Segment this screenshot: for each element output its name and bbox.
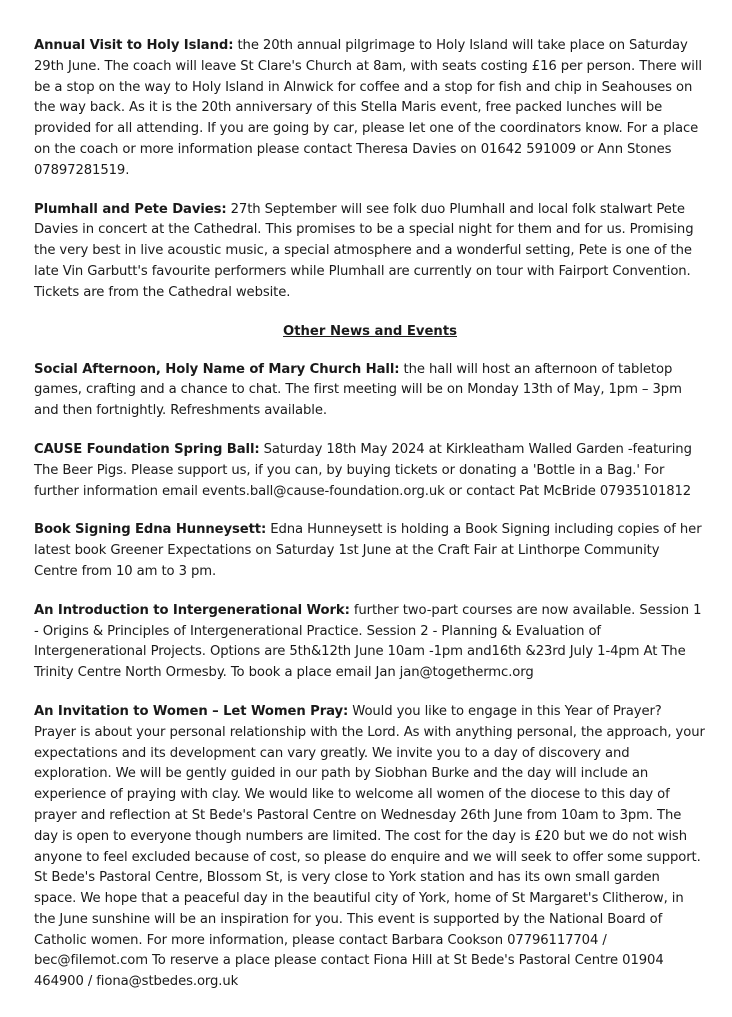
notice-holy-island bbox=[34, 36, 706, 182]
notice-social-afternoon bbox=[34, 360, 706, 422]
notice-plumhall bbox=[34, 200, 706, 304]
notice-book-signing bbox=[34, 520, 706, 582]
notice-body: 27th September will see folk duo Plumhall and local folk stalwart Pete Davies in concert at the Cathedral. This promises to be a special night for them and for us. Promising the very best in live acoustic music, a special atmosphere and a wonderful setting, Pete is one of the late Vin Garbutt's favourite performers while Plumhall are currently on tour with Fairport Convention. Tickets are from the Cathedral website. bbox=[34, 201, 694, 300]
notice-body: Saturday 18th May 2024 at Kirkleatham Walled Garden -featuring The Beer Pigs. Please support us, if you can, by buying tickets or donating a 'Bottle in a Bag.' For further information email events.ball@cause-foundation.org.uk or contact Pat McBride 07935101812 bbox=[34, 441, 692, 499]
notice-heading: Plumhall and Pete Davies: bbox=[34, 201, 227, 217]
section-heading: Other News and Events bbox=[283, 323, 457, 339]
notice-body: the 20th annual pilgrimage to Holy Island will take place on Saturday 29th June. The coach will leave St Clare's Church at 8am, with seats costing £16 per person. There will be a stop on the way to Holy Island in Alnwick for coffee and a stop for fish and chip in Seahouses on the way back. As it is the 20th anniversary of this Stella Maris event, free packed lunches will be provided for all attending. If you are going by car, please let one of the coordinators know. For a place on the coach or more information please contact Theresa Davies on 01642 591009 or Ann Stones 07897281519. bbox=[34, 38, 702, 178]
notice-body: the hall will host an afternoon of tabletop games, crafting and a chance to chat. The first meeting will be on Monday 13th of May, 1pm – 3pm and then fortnightly. Refreshments available. bbox=[34, 361, 682, 419]
notice-body: Edna Hunneysett is holding a Book Signing including copies of her latest book Greener Expectations on Saturday 1st June at the Craft Fair at Linthorpe Community Centre from 10 am to 3 pm. bbox=[34, 522, 702, 579]
notice-heading: CAUSE Foundation Spring Ball: bbox=[34, 441, 260, 457]
notice-heading: An Introduction to Intergenerational Work: bbox=[34, 602, 350, 618]
notice-heading: Book Signing Edna Hunneysett: bbox=[34, 522, 267, 538]
notice-body: further two-part courses are now available. Session 1 - Origins & Principles of Intergenerational Practice. Session 2 - Planning & Evaluation of Intergenerational Projects. Options are 5th&12th June 10am -1pm and16th &23rd July 1-4pm At The Trinity Centre North Ormesby. To book a place email Jan jan@togethermc.org bbox=[34, 602, 702, 681]
notice-body-continued: St Bede's Pastoral Centre, Blossom St, is very close to York station and has its own small garden space. We hope that a peaceful day in the beautiful city of York, home of St Margaret's Clitherow, in the June sunshine will be an inspiration for you. This event is supported by the National Board of Catholic women. For more information, please contact Barbara Cookson 07796117704 / bec@filemot.com To reserve a place please contact Fiona Hill at St Bede's Pastoral Centre 01904 464900 / fiona@stbedes.org.uk bbox=[34, 870, 684, 990]
notice-cause-ball bbox=[34, 440, 706, 502]
notice-heading: Annual Visit to Holy Island: bbox=[34, 38, 234, 53]
notice-heading: An Invitation to Women – Let Women Pray: bbox=[34, 703, 349, 719]
notice-intergenerational bbox=[34, 601, 706, 684]
notice-heading: Social Afternoon, Holy Name of Mary Church Hall: bbox=[34, 361, 400, 377]
notice-let-women-pray bbox=[34, 702, 706, 993]
notice-body: Would you like to engage in this Year of Prayer? Prayer is about your personal relationship with the Lord. As with anything personal, the approach, your expectations and its development can vary greatly. We invite you to a day of discovery and exploration. We will be gently guided in our path by Siobhan Burke and the day will include an experience of praying with clay. We would like to welcome all women of the diocese to this day of prayer and reflection at St Bede's Pastoral Centre on Wednesday 26th June from 10am to 3pm. The day is open to everyone though numbers are limited. The cost for the day is £20 but we do not wish anyone to feel excluded because of cost, so please do enquire and we will seek to offer some support. bbox=[34, 703, 705, 865]
